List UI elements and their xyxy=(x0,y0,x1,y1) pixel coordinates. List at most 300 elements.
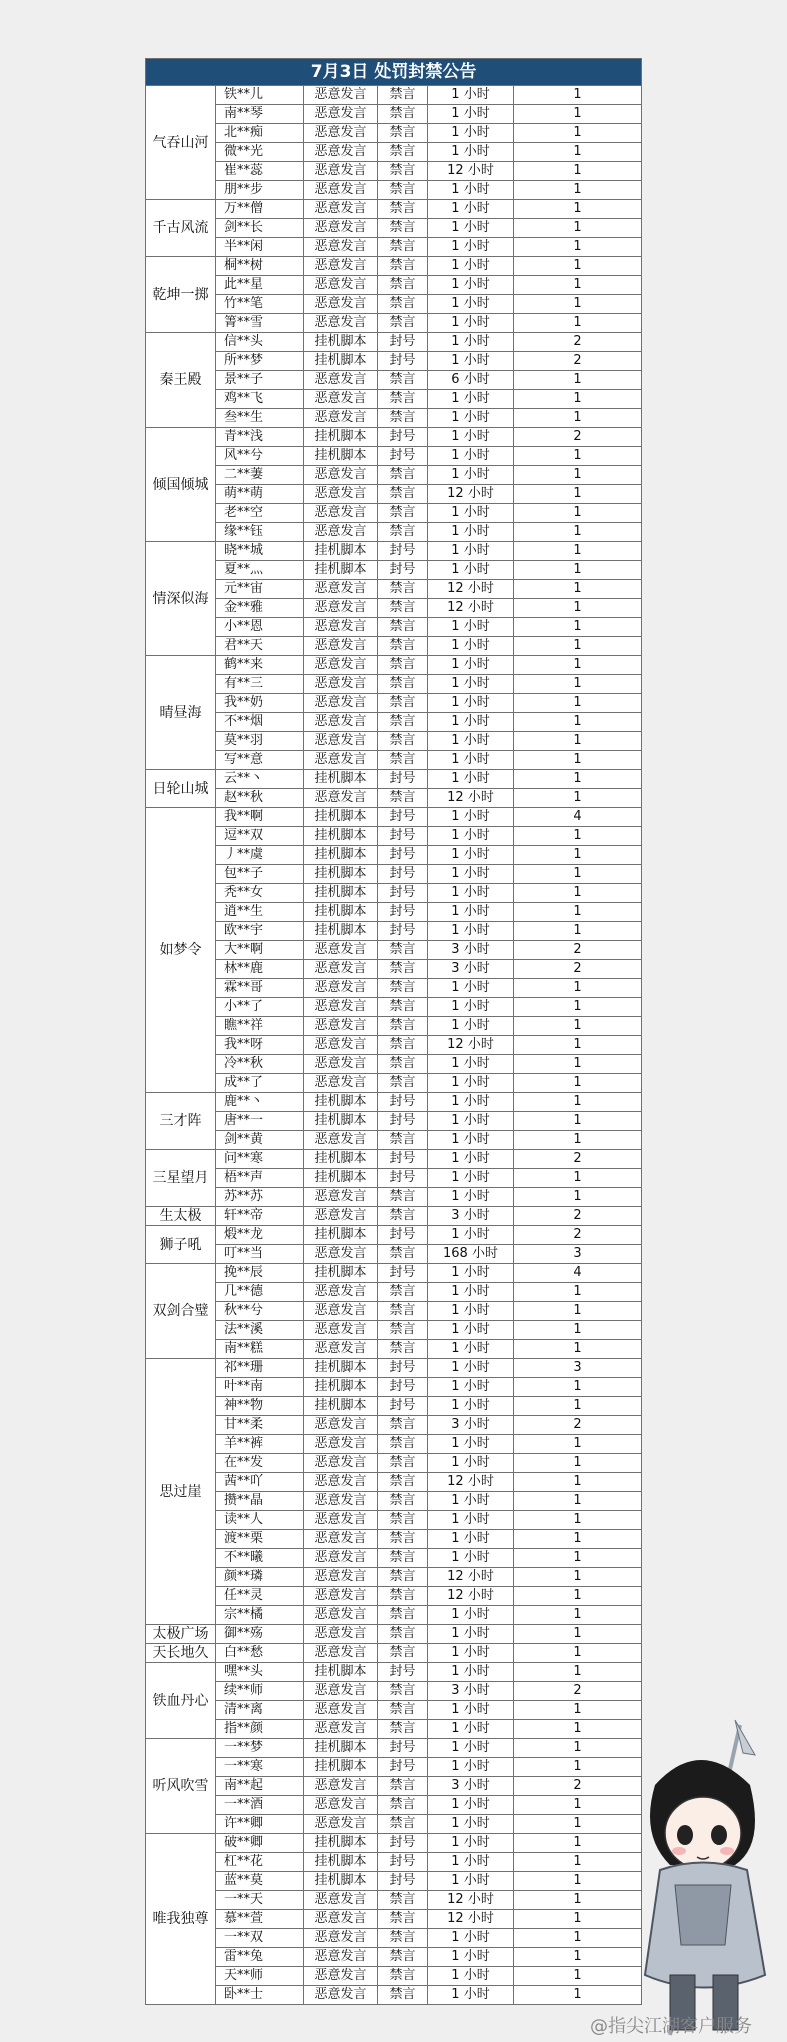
reason-cell: 恶意发言 xyxy=(304,200,378,219)
penalty-cell: 禁言 xyxy=(378,86,428,105)
penalty-cell: 封号 xyxy=(378,1226,428,1245)
duration-cell: 1 小时 xyxy=(428,523,514,542)
reason-cell: 挂机脚本 xyxy=(304,1264,378,1283)
name-cell: 南**琴 xyxy=(216,105,304,124)
duration-cell: 1 小时 xyxy=(428,1967,514,1986)
penalty-cell: 封号 xyxy=(378,1758,428,1777)
name-cell: 一**酒 xyxy=(216,1796,304,1815)
count-cell: 1 xyxy=(514,181,642,200)
count-cell: 2 xyxy=(514,1682,642,1701)
name-cell: 蓝**莫 xyxy=(216,1872,304,1891)
table-row xyxy=(146,1530,642,1549)
name-cell: 一**双 xyxy=(216,1929,304,1948)
penalty-cell: 禁言 xyxy=(378,1416,428,1435)
title-row xyxy=(146,59,642,86)
count-cell: 1 xyxy=(514,1606,642,1625)
table-row xyxy=(146,1454,642,1473)
count-cell: 1 xyxy=(514,257,642,276)
count-cell: 1 xyxy=(514,1492,642,1511)
reason-cell: 恶意发言 xyxy=(304,1948,378,1967)
name-cell: 秃**女 xyxy=(216,884,304,903)
count-cell: 1 xyxy=(514,1549,642,1568)
name-cell: 大**啊 xyxy=(216,941,304,960)
count-cell: 1 xyxy=(514,162,642,181)
table-row xyxy=(146,523,642,542)
reason-cell: 挂机脚本 xyxy=(304,865,378,884)
count-cell: 1 xyxy=(514,143,642,162)
table-row xyxy=(146,1264,642,1283)
name-cell: 颜**璘 xyxy=(216,1568,304,1587)
count-cell: 1 xyxy=(514,1530,642,1549)
name-cell: 小**了 xyxy=(216,998,304,1017)
name-cell: 续**师 xyxy=(216,1682,304,1701)
table-row xyxy=(146,1796,642,1815)
reason-cell: 恶意发言 xyxy=(304,599,378,618)
server-name-cell: 日轮山城 xyxy=(146,770,216,808)
name-cell: 不**曦 xyxy=(216,1549,304,1568)
penalty-cell: 禁言 xyxy=(378,1017,428,1036)
penalty-cell: 禁言 xyxy=(378,1283,428,1302)
penalty-cell: 禁言 xyxy=(378,1682,428,1701)
duration-cell: 1 小时 xyxy=(428,1074,514,1093)
table-row xyxy=(146,200,642,219)
count-cell: 1 xyxy=(514,1340,642,1359)
duration-cell: 1 小时 xyxy=(428,1986,514,2005)
table-row xyxy=(146,884,642,903)
duration-cell: 12 小时 xyxy=(428,162,514,181)
penalty-cell: 封号 xyxy=(378,1093,428,1112)
count-cell: 3 xyxy=(514,1245,642,1264)
name-cell: 君**天 xyxy=(216,637,304,656)
duration-cell: 12 小时 xyxy=(428,1473,514,1492)
table-row xyxy=(146,542,642,561)
name-cell: 读**人 xyxy=(216,1511,304,1530)
name-cell: 法**溪 xyxy=(216,1321,304,1340)
duration-cell: 3 小时 xyxy=(428,941,514,960)
reason-cell: 挂机脚本 xyxy=(304,1834,378,1853)
table-row xyxy=(146,1511,642,1530)
count-cell: 4 xyxy=(514,1264,642,1283)
penalty-cell: 封号 xyxy=(378,1112,428,1131)
duration-cell: 1 小时 xyxy=(428,295,514,314)
reason-cell: 挂机脚本 xyxy=(304,1378,378,1397)
table-row xyxy=(146,1986,642,2005)
table-row xyxy=(146,1777,642,1796)
duration-cell: 1 小时 xyxy=(428,1549,514,1568)
count-cell: 1 xyxy=(514,1188,642,1207)
table-row xyxy=(146,1093,642,1112)
name-cell: 慕**萱 xyxy=(216,1910,304,1929)
penalty-cell: 禁言 xyxy=(378,1929,428,1948)
duration-cell: 1 小时 xyxy=(428,1625,514,1644)
reason-cell: 恶意发言 xyxy=(304,1701,378,1720)
count-cell: 1 xyxy=(514,295,642,314)
name-cell: 小**恩 xyxy=(216,618,304,637)
duration-cell: 1 小时 xyxy=(428,1112,514,1131)
reason-cell: 恶意发言 xyxy=(304,789,378,808)
penalty-cell: 封号 xyxy=(378,561,428,580)
table-row xyxy=(146,903,642,922)
reason-cell: 恶意发言 xyxy=(304,523,378,542)
count-cell: 2 xyxy=(514,1226,642,1245)
name-cell: 瞧**祥 xyxy=(216,1017,304,1036)
server-name-cell: 三才阵 xyxy=(146,1093,216,1150)
server-name-cell: 千古风流 xyxy=(146,200,216,257)
name-cell: 萌**萌 xyxy=(216,485,304,504)
count-cell: 1 xyxy=(514,694,642,713)
reason-cell: 恶意发言 xyxy=(304,998,378,1017)
reason-cell: 挂机脚本 xyxy=(304,1226,378,1245)
name-cell: 鸡**飞 xyxy=(216,390,304,409)
table-row xyxy=(146,466,642,485)
table-row xyxy=(146,1967,642,1986)
name-cell: 缘**钰 xyxy=(216,523,304,542)
table-row xyxy=(146,1644,642,1663)
table-row xyxy=(146,1492,642,1511)
reason-cell: 恶意发言 xyxy=(304,371,378,390)
name-cell: 清**离 xyxy=(216,1701,304,1720)
reason-cell: 挂机脚本 xyxy=(304,542,378,561)
table-row xyxy=(146,770,642,789)
penalty-cell: 禁言 xyxy=(378,1720,428,1739)
name-cell: 雷**兔 xyxy=(216,1948,304,1967)
reason-cell: 恶意发言 xyxy=(304,1131,378,1150)
count-cell: 1 xyxy=(514,1568,642,1587)
name-cell: 箐**雪 xyxy=(216,314,304,333)
count-cell: 2 xyxy=(514,941,642,960)
reason-cell: 挂机脚本 xyxy=(304,1150,378,1169)
reason-cell: 恶意发言 xyxy=(304,732,378,751)
penalty-cell: 禁言 xyxy=(378,466,428,485)
name-cell: 一**天 xyxy=(216,1891,304,1910)
reason-cell: 挂机脚本 xyxy=(304,1663,378,1682)
table-row xyxy=(146,808,642,827)
penalty-cell: 禁言 xyxy=(378,1074,428,1093)
reason-cell: 挂机脚本 xyxy=(304,1397,378,1416)
penalty-cell: 禁言 xyxy=(378,1511,428,1530)
count-cell: 2 xyxy=(514,428,642,447)
duration-cell: 1 小时 xyxy=(428,1739,514,1758)
penalty-cell: 禁言 xyxy=(378,1492,428,1511)
duration-cell: 1 小时 xyxy=(428,1929,514,1948)
table-row xyxy=(146,675,642,694)
reason-cell: 恶意发言 xyxy=(304,979,378,998)
name-cell: 宗**橘 xyxy=(216,1606,304,1625)
name-cell: 桐**树 xyxy=(216,257,304,276)
name-cell: 任**灵 xyxy=(216,1587,304,1606)
count-cell: 1 xyxy=(514,314,642,333)
reason-cell: 恶意发言 xyxy=(304,1682,378,1701)
table-row xyxy=(146,1131,642,1150)
duration-cell: 1 小时 xyxy=(428,1720,514,1739)
count-cell: 1 xyxy=(514,542,642,561)
table-row xyxy=(146,105,642,124)
duration-cell: 12 小时 xyxy=(428,1568,514,1587)
name-cell: 成**了 xyxy=(216,1074,304,1093)
reason-cell: 恶意发言 xyxy=(304,1929,378,1948)
penalty-cell: 禁言 xyxy=(378,1055,428,1074)
duration-cell: 1 小时 xyxy=(428,1492,514,1511)
reason-cell: 恶意发言 xyxy=(304,1302,378,1321)
penalty-cell: 禁言 xyxy=(378,181,428,200)
count-cell: 1 xyxy=(514,1986,642,2005)
penalty-cell: 禁言 xyxy=(378,675,428,694)
duration-cell: 3 小时 xyxy=(428,1682,514,1701)
duration-cell: 1 小时 xyxy=(428,1397,514,1416)
penalty-cell: 禁言 xyxy=(378,1606,428,1625)
table-row xyxy=(146,713,642,732)
penalty-cell: 禁言 xyxy=(378,656,428,675)
count-cell: 1 xyxy=(514,124,642,143)
penalty-cell: 禁言 xyxy=(378,1549,428,1568)
table-row xyxy=(146,751,642,770)
table-row xyxy=(146,1625,642,1644)
name-cell: 元**宙 xyxy=(216,580,304,599)
penalty-cell: 禁言 xyxy=(378,1815,428,1834)
duration-cell: 1 小时 xyxy=(428,884,514,903)
name-cell: 晓**城 xyxy=(216,542,304,561)
count-cell: 1 xyxy=(514,1891,642,1910)
count-cell: 1 xyxy=(514,219,642,238)
count-cell: 1 xyxy=(514,1283,642,1302)
server-name-cell: 如梦令 xyxy=(146,808,216,1093)
duration-cell: 1 小时 xyxy=(428,105,514,124)
page-title: 7月3日 处罚封禁公告 xyxy=(146,59,642,86)
count-cell: 1 xyxy=(514,827,642,846)
count-cell: 1 xyxy=(514,713,642,732)
duration-cell: 12 小时 xyxy=(428,1036,514,1055)
name-cell: 白**愁 xyxy=(216,1644,304,1663)
reason-cell: 恶意发言 xyxy=(304,1587,378,1606)
penalty-cell: 禁言 xyxy=(378,1321,428,1340)
count-cell: 1 xyxy=(514,466,642,485)
table-row xyxy=(146,1853,642,1872)
count-cell: 1 xyxy=(514,1967,642,1986)
penalty-cell: 禁言 xyxy=(378,1796,428,1815)
duration-cell: 1 小时 xyxy=(428,561,514,580)
name-cell: 卧**士 xyxy=(216,1986,304,2005)
duration-cell: 1 小时 xyxy=(428,314,514,333)
penalty-cell: 禁言 xyxy=(378,1207,428,1226)
table-row xyxy=(146,599,642,618)
duration-cell: 1 小时 xyxy=(428,1644,514,1663)
table-row xyxy=(146,162,642,181)
watermark-text: @指尖江湖客户服务 xyxy=(590,2016,752,2037)
penalty-cell: 封号 xyxy=(378,903,428,922)
penalty-cell: 禁言 xyxy=(378,1530,428,1549)
penalty-cell: 禁言 xyxy=(378,1967,428,1986)
name-cell: 祁**珊 xyxy=(216,1359,304,1378)
penalty-cell: 禁言 xyxy=(378,599,428,618)
table-row xyxy=(146,941,642,960)
name-cell: 信**头 xyxy=(216,333,304,352)
count-cell: 1 xyxy=(514,1112,642,1131)
server-name-cell: 情深似海 xyxy=(146,542,216,656)
penalty-cell: 禁言 xyxy=(378,1131,428,1150)
table-row xyxy=(146,1682,642,1701)
table-row xyxy=(146,561,642,580)
duration-cell: 1 小时 xyxy=(428,1853,514,1872)
count-cell: 2 xyxy=(514,333,642,352)
reason-cell: 恶意发言 xyxy=(304,1796,378,1815)
count-cell: 2 xyxy=(514,960,642,979)
table-row xyxy=(146,1910,642,1929)
reason-cell: 恶意发言 xyxy=(304,1340,378,1359)
penalty-cell: 禁言 xyxy=(378,1891,428,1910)
reason-cell: 恶意发言 xyxy=(304,86,378,105)
reason-cell: 恶意发言 xyxy=(304,504,378,523)
penalty-cell: 禁言 xyxy=(378,504,428,523)
count-cell: 1 xyxy=(514,409,642,428)
count-cell: 1 xyxy=(514,656,642,675)
duration-cell: 1 小时 xyxy=(428,808,514,827)
count-cell: 1 xyxy=(514,1378,642,1397)
name-cell: 许**卿 xyxy=(216,1815,304,1834)
table-row xyxy=(146,1720,642,1739)
penalty-cell: 封号 xyxy=(378,884,428,903)
reason-cell: 恶意发言 xyxy=(304,314,378,333)
server-name-cell: 三星望月 xyxy=(146,1150,216,1207)
count-cell: 1 xyxy=(514,523,642,542)
duration-cell: 1 小时 xyxy=(428,542,514,561)
penalty-cell: 禁言 xyxy=(378,960,428,979)
reason-cell: 恶意发言 xyxy=(304,751,378,770)
table-row xyxy=(146,1226,642,1245)
duration-cell: 1 小时 xyxy=(428,1150,514,1169)
name-cell: 半**闲 xyxy=(216,238,304,257)
duration-cell: 1 小时 xyxy=(428,637,514,656)
name-cell: 写**意 xyxy=(216,751,304,770)
penalty-cell: 禁言 xyxy=(378,1701,428,1720)
penalty-cell: 禁言 xyxy=(378,751,428,770)
reason-cell: 恶意发言 xyxy=(304,1568,378,1587)
server-name-cell: 倾国倾城 xyxy=(146,428,216,542)
table-row xyxy=(146,409,642,428)
penalty-cell: 封号 xyxy=(378,333,428,352)
name-cell: 风**兮 xyxy=(216,447,304,466)
reason-cell: 挂机脚本 xyxy=(304,1853,378,1872)
name-cell: 青**浅 xyxy=(216,428,304,447)
name-cell: 我**奶 xyxy=(216,694,304,713)
name-cell: 在**发 xyxy=(216,1454,304,1473)
table-row xyxy=(146,827,642,846)
table-row xyxy=(146,238,642,257)
count-cell: 1 xyxy=(514,1169,642,1188)
count-cell: 1 xyxy=(514,561,642,580)
reason-cell: 恶意发言 xyxy=(304,181,378,200)
reason-cell: 恶意发言 xyxy=(304,675,378,694)
reason-cell: 恶意发言 xyxy=(304,162,378,181)
duration-cell: 1 小时 xyxy=(428,1340,514,1359)
count-cell: 1 xyxy=(514,1321,642,1340)
name-cell: 几**德 xyxy=(216,1283,304,1302)
reason-cell: 恶意发言 xyxy=(304,1511,378,1530)
duration-cell: 1 小时 xyxy=(428,352,514,371)
count-cell: 1 xyxy=(514,1739,642,1758)
penalty-cell: 封号 xyxy=(378,542,428,561)
reason-cell: 挂机脚本 xyxy=(304,903,378,922)
duration-cell: 1 小时 xyxy=(428,124,514,143)
reason-cell: 恶意发言 xyxy=(304,1036,378,1055)
duration-cell: 1 小时 xyxy=(428,713,514,732)
table-row xyxy=(146,485,642,504)
penalty-cell: 禁言 xyxy=(378,371,428,390)
penalty-cell: 禁言 xyxy=(378,732,428,751)
server-name-cell: 思过崖 xyxy=(146,1359,216,1625)
name-cell: 霖**哥 xyxy=(216,979,304,998)
penalty-cell: 封号 xyxy=(378,922,428,941)
reason-cell: 恶意发言 xyxy=(304,1815,378,1834)
penalty-cell: 禁言 xyxy=(378,1625,428,1644)
duration-cell: 1 小时 xyxy=(428,181,514,200)
name-cell: 南**糕 xyxy=(216,1340,304,1359)
penalty-cell: 封号 xyxy=(378,846,428,865)
count-cell: 1 xyxy=(514,1131,642,1150)
penalty-cell: 禁言 xyxy=(378,1644,428,1663)
reason-cell: 挂机脚本 xyxy=(304,1093,378,1112)
name-cell: 叁**生 xyxy=(216,409,304,428)
table-row xyxy=(146,1302,642,1321)
duration-cell: 1 小时 xyxy=(428,1948,514,1967)
count-cell: 1 xyxy=(514,1644,642,1663)
table-row xyxy=(146,314,642,333)
penalty-cell: 禁言 xyxy=(378,637,428,656)
reason-cell: 恶意发言 xyxy=(304,1777,378,1796)
reason-cell: 挂机脚本 xyxy=(304,1872,378,1891)
penalty-cell: 禁言 xyxy=(378,1910,428,1929)
count-cell: 1 xyxy=(514,1834,642,1853)
name-cell: 不**烟 xyxy=(216,713,304,732)
table-row xyxy=(146,276,642,295)
duration-cell: 1 小时 xyxy=(428,504,514,523)
name-cell: 梧**声 xyxy=(216,1169,304,1188)
reason-cell: 挂机脚本 xyxy=(304,1112,378,1131)
table-row xyxy=(146,1245,642,1264)
name-cell: 攒**晶 xyxy=(216,1492,304,1511)
count-cell: 1 xyxy=(514,637,642,656)
name-cell: 崔**蕊 xyxy=(216,162,304,181)
duration-cell: 1 小时 xyxy=(428,409,514,428)
count-cell: 4 xyxy=(514,808,642,827)
name-cell: 茜**吖 xyxy=(216,1473,304,1492)
reason-cell: 挂机脚本 xyxy=(304,1739,378,1758)
count-cell: 1 xyxy=(514,238,642,257)
table-row xyxy=(146,1207,642,1226)
duration-cell: 1 小时 xyxy=(428,618,514,637)
name-cell: 杠**花 xyxy=(216,1853,304,1872)
duration-cell: 12 小时 xyxy=(428,1891,514,1910)
table-row xyxy=(146,1587,642,1606)
name-cell: 秋**兮 xyxy=(216,1302,304,1321)
duration-cell: 12 小时 xyxy=(428,485,514,504)
table-row xyxy=(146,979,642,998)
count-cell: 1 xyxy=(514,751,642,770)
duration-cell: 1 小时 xyxy=(428,770,514,789)
duration-cell: 1 小时 xyxy=(428,656,514,675)
reason-cell: 恶意发言 xyxy=(304,1549,378,1568)
name-cell: 我**啊 xyxy=(216,808,304,827)
duration-cell: 1 小时 xyxy=(428,1055,514,1074)
table-row xyxy=(146,1435,642,1454)
duration-cell: 1 小时 xyxy=(428,751,514,770)
duration-cell: 1 小时 xyxy=(428,1302,514,1321)
reason-cell: 恶意发言 xyxy=(304,1473,378,1492)
table-row xyxy=(146,580,642,599)
count-cell: 3 xyxy=(514,1359,642,1378)
table-row xyxy=(146,1815,642,1834)
count-cell: 2 xyxy=(514,352,642,371)
penalty-cell: 封号 xyxy=(378,1739,428,1758)
